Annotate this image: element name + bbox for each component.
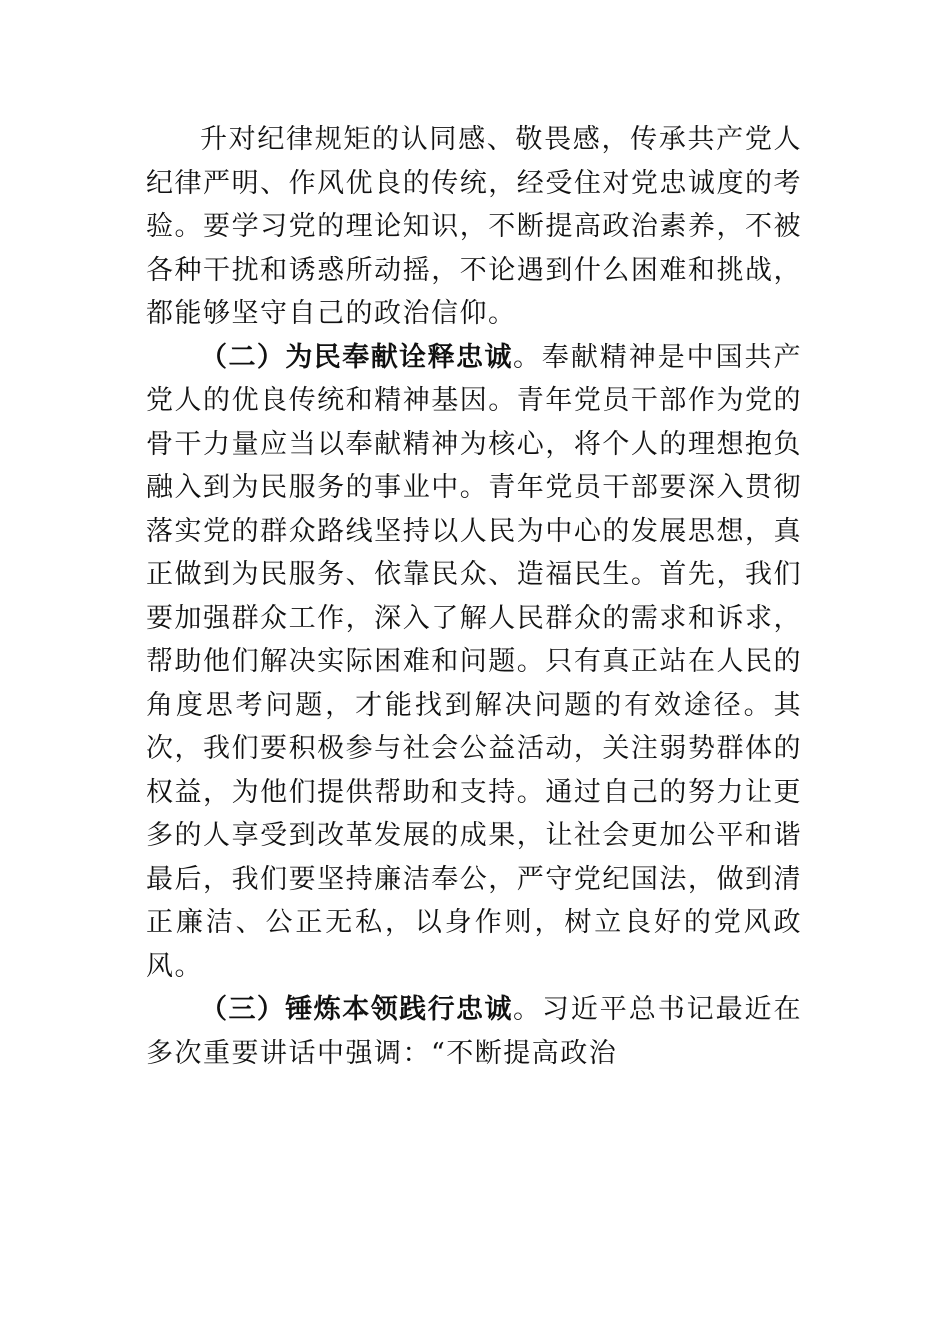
paragraph-discipline <box>146 118 802 336</box>
paragraph-text: 。习近平总书记最近在多次重要讲话中强调：“不断提高政治 <box>146 994 803 1069</box>
paragraph-text: 。奉献精神是中国共产党人的优良传统和精神基因。青年党员干部作为党的骨干力量应当以奉献精神为核心，将个人的理想抱负融入到为民服务的事业中。青年党员干部要深入贯彻落实党的群众路线坚持以人民为中心的发展思想，真正做到为民服务、依靠民众、造福民生。首先，我们要加强群众工作，深入了解人民群众的需求和诉求，帮助他们解决实际困难和问题。只有真正站在人民的角度思考问题，才能找到解决问题的有效途径。其次，我们要积极参与社会公益活动，关注弱势群体的权益，为他们提供帮助和支持。通过自己的努力让更多的人享受到改革发展的成果，让社会更加公平和谐最后，我们要坚持廉洁奉公，严守党纪国法，做到清正廉洁、公正无私，以身作则，树立良好的党风政风。 <box>146 341 803 982</box>
document-body <box>146 118 802 1075</box>
paragraph-text: 升对纪律规矩的认同感、敬畏感，传承共产党人纪律严明、作风优良的传统，经受住对党忠诚度的考验。要学习党的理论知识，不断提高政治素养，不被各种干扰和诱惑所动摇，不论遇到什么困难和挑战，都能够坚守自己的政治信仰。 <box>146 124 802 329</box>
paragraph-dedication <box>146 336 802 989</box>
section-heading: （三）锤炼本领践行忠诚 <box>200 994 513 1025</box>
section-heading: （二）为民奉献诠释忠诚 <box>200 341 513 373</box>
paragraph-skills <box>146 988 802 1075</box>
